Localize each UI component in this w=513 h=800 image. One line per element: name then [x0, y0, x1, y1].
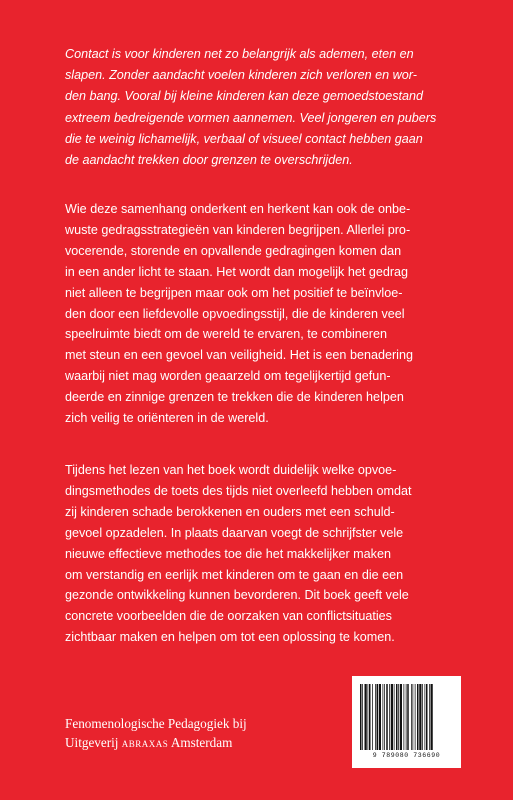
- barcode-bar: [431, 684, 433, 750]
- barcode-bar: [368, 684, 369, 750]
- barcode-bar: [415, 684, 416, 750]
- barcode-bar: [369, 684, 371, 750]
- paragraph2-line: zij kinderen schade berokkenen en ouders met een schuld-: [65, 504, 395, 519]
- barcode-bar: [389, 684, 390, 750]
- barcode-bars-graphic: [360, 684, 453, 750]
- paragraph2-line: Tijdens het lezen van het boek wordt duidelijk welke opvoe-: [65, 463, 397, 477]
- paragraph2-line: zichtbaar maken en helpen om tot een oplossing te komen.: [65, 630, 395, 645]
- barcode-bar: [425, 684, 426, 750]
- barcode-bar: [404, 684, 405, 750]
- paragraph2-line: gevoel opzadelen. In plaats daarvan voegt de schrijfster vele: [65, 525, 404, 540]
- barcode-bar: [396, 684, 398, 750]
- paragraph1-line: den door een liefdevolle opvoedingsstijl, die de kinderen veel: [65, 306, 405, 321]
- barcode-bar: [384, 684, 385, 750]
- paragraph1-line: speelruimte biedt om de wereld te ervaren, te combineren: [65, 327, 388, 342]
- barcode-bar: [398, 684, 399, 750]
- publisher-brand: abraxas: [121, 735, 169, 750]
- barcode-bar: [360, 684, 362, 750]
- barcode-bar: [400, 684, 402, 750]
- paragraph1-line: in een ander licht te staan. Het wordt dan mogelijk het gedrag: [65, 264, 409, 279]
- isbn-barcode: [352, 676, 461, 768]
- barcode-bar: [383, 684, 384, 750]
- barcode-bar: [417, 684, 419, 750]
- paragraph1-line: zich veilig te oriënteren in de wereld.: [65, 411, 269, 426]
- barcode-bar: [406, 684, 407, 750]
- barcode-bar: [422, 684, 423, 750]
- barcode-bar: [365, 684, 367, 750]
- intro-line: die te weinig lichamelijk, verbaal of visueel contact hebben gaan: [65, 131, 423, 146]
- publisher-series: Fenomenologische Pedagogiek bij: [65, 716, 247, 731]
- barcode-bar: [377, 684, 379, 750]
- barcode-bar: [375, 684, 376, 750]
- paragraph1-line: wuste gedragsstrategieën van kinderen begrijpen. Allerlei pro-: [65, 222, 411, 237]
- intro-line: extreem bedreigende vormen aannemen. Veel jongeren en pubers: [65, 110, 437, 125]
- publisher-suffix: Amsterdam: [168, 735, 233, 750]
- publisher-prefix: Uitgeverij: [65, 735, 122, 750]
- intro-italic-paragraph: [65, 44, 465, 171]
- barcode-digits: 9 789080 736690: [372, 752, 441, 759]
- publisher-imprint: [65, 714, 247, 752]
- intro-line: den bang. Vooral bij kleine kinderen kan deze gemoedstoestand: [65, 89, 424, 104]
- barcode-bar: [394, 684, 395, 750]
- barcode-bar: [362, 684, 363, 750]
- body-paragraph-1: [65, 199, 465, 429]
- paragraph1-line: waarbij niet mag worden geaarzeld om tegelijkertijd gefun-: [65, 369, 391, 384]
- paragraph2-line: concrete voorbeelden die de oorzaken van conflictsituaties: [65, 609, 392, 624]
- barcode-bar: [386, 684, 388, 750]
- body-paragraph-2: [65, 460, 465, 648]
- barcode-bar: [372, 684, 373, 750]
- publisher-name-line: [65, 733, 247, 752]
- barcode-bar: [411, 684, 412, 750]
- barcode-bar: [419, 684, 421, 750]
- barcode-bar: [379, 684, 381, 750]
- paragraph2-line: gezonde ontwikkeling kunnen bevorderen. Dit boek geeft vele: [65, 588, 409, 603]
- paragraph1-line: vocerende, storende en opvallende gedragingen komen dan: [65, 243, 402, 258]
- barcode-bar: [426, 684, 428, 750]
- paragraph1-line: niet alleen te begrijpen maar ook om het positief te beïnvloe-: [65, 285, 403, 300]
- barcode-bar: [413, 684, 414, 750]
- intro-line: Contact is voor kinderen net zo belangrijk als ademen, eten en: [65, 47, 414, 61]
- intro-line: de aandacht trekken door grenzen te overschrijden.: [65, 153, 353, 168]
- barcode-bar: [407, 684, 409, 750]
- intro-line: slapen. Zonder aandacht voelen kinderen zich verloren en wor-: [65, 68, 417, 83]
- barcode-bar: [391, 684, 393, 750]
- paragraph1-line: met steun en een gevoel van veiligheid. Het is een benadering: [65, 348, 413, 363]
- barcode-bar: [429, 684, 430, 750]
- paragraph2-line: dingsmethodes de toets des tijds niet overleefd hebben omdat: [65, 483, 412, 498]
- paragraph2-line: nieuwe effectieve methodes toe die het makkelijker maken: [65, 546, 391, 561]
- paragraph1-line: deerde en zinnige grenzen te trekken die de kinderen helpen: [65, 390, 404, 405]
- paragraph1-line: Wie deze samenhang onderkent en herkent kan ook de onbe-: [65, 202, 411, 216]
- paragraph2-line: om verstandig en eerlijk met kinderen om te gaan en die een: [65, 567, 404, 582]
